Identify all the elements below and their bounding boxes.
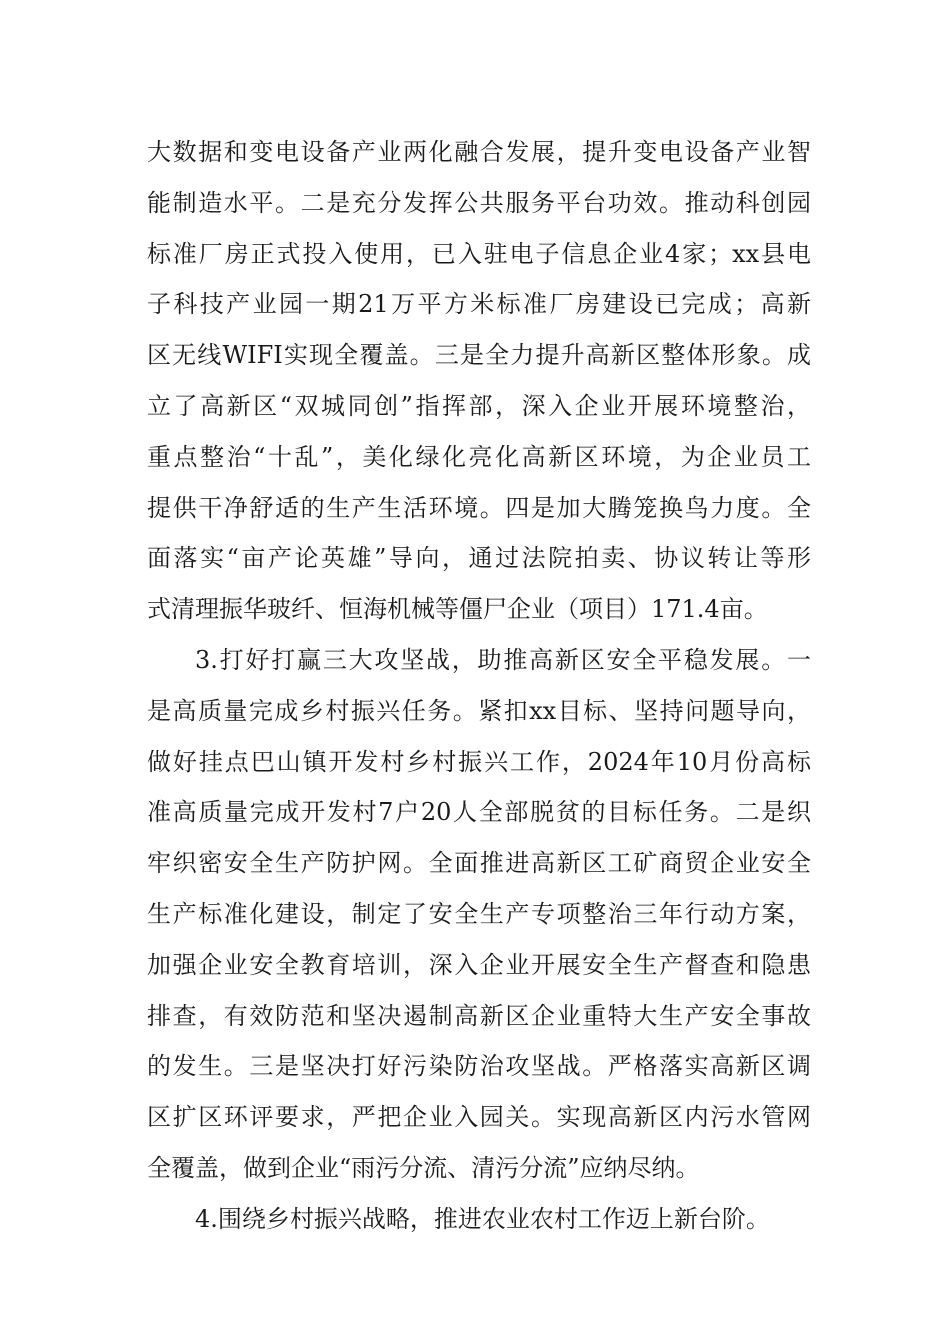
- text-line: 区扩区环评要求，严把企业入园关。实现高新区内污水管网: [147, 1103, 811, 1132]
- text-line: 标准厂房正式投入使用，已入驻电子信息企业4家；xx县电: [147, 239, 811, 268]
- text-line: 子科技产业园一期21万平方米标准厂房建设已完成；高新: [147, 290, 811, 319]
- text-line: 生产标准化建设，制定了安全生产专项整治三年行动方案，: [147, 899, 811, 928]
- text-line: 排查，有效防范和坚决遏制高新区企业重特大生产安全事故: [147, 1001, 811, 1030]
- text-line: 加强企业安全教育培训，深入企业开展安全生产督查和隐患: [147, 950, 811, 979]
- text-line: 立了高新区“双城同创”指挥部，深入企业开展环境整治，: [147, 391, 811, 420]
- text-line: 牢织密安全生产防护网。全面推进高新区工矿商贸企业安全: [147, 849, 811, 878]
- text-line: 重点整治“十乱”，美化绿化亮化高新区环境，为企业员工: [147, 442, 811, 471]
- text-line: 式清理振华玻纤、恒海机械等僵尸企业（项目）171.4亩。: [147, 595, 768, 624]
- section-heading-line: 3.打好打赢三大攻坚战，助推高新区安全平稳发展。一: [195, 645, 811, 674]
- text-line: 是高质量完成乡村振兴任务。紧扣xx目标、坚持问题导向，: [147, 696, 811, 725]
- text-line: 全覆盖，做到企业“雨污分流、清污分流”应纳尽纳。: [147, 1153, 700, 1182]
- text-line: 能制造水平。二是充分发挥公共服务平台功效。推动科创园: [147, 188, 811, 217]
- text-line: 大数据和变电设备产业两化融合发展，提升变电设备产业智: [147, 138, 811, 166]
- body-text: [147, 127, 811, 1245]
- text-line: 面落实“亩产论英雄”导向，通过法院拍卖、协议转让等形: [147, 544, 811, 573]
- text-line: 区无线WIFI实现全覆盖。三是全力提升高新区整体形象。成: [147, 341, 811, 370]
- text-line: 的发生。三是坚决打好污染防治攻坚战。严格落实高新区调: [147, 1052, 811, 1081]
- text-line: 做好挂点巴山镇开发村乡村振兴工作，2024年10月份高标: [147, 747, 811, 776]
- text-line: 准高质量完成开发村7户20人全部脱贫的目标任务。二是织: [147, 798, 811, 827]
- text-line: 提供干净舒适的生产生活环境。四是加大腾笼换鸟力度。全: [147, 493, 811, 522]
- section-heading-line: 4.围绕乡村振兴战略，推进农业农村工作迈上新台阶。: [195, 1204, 770, 1233]
